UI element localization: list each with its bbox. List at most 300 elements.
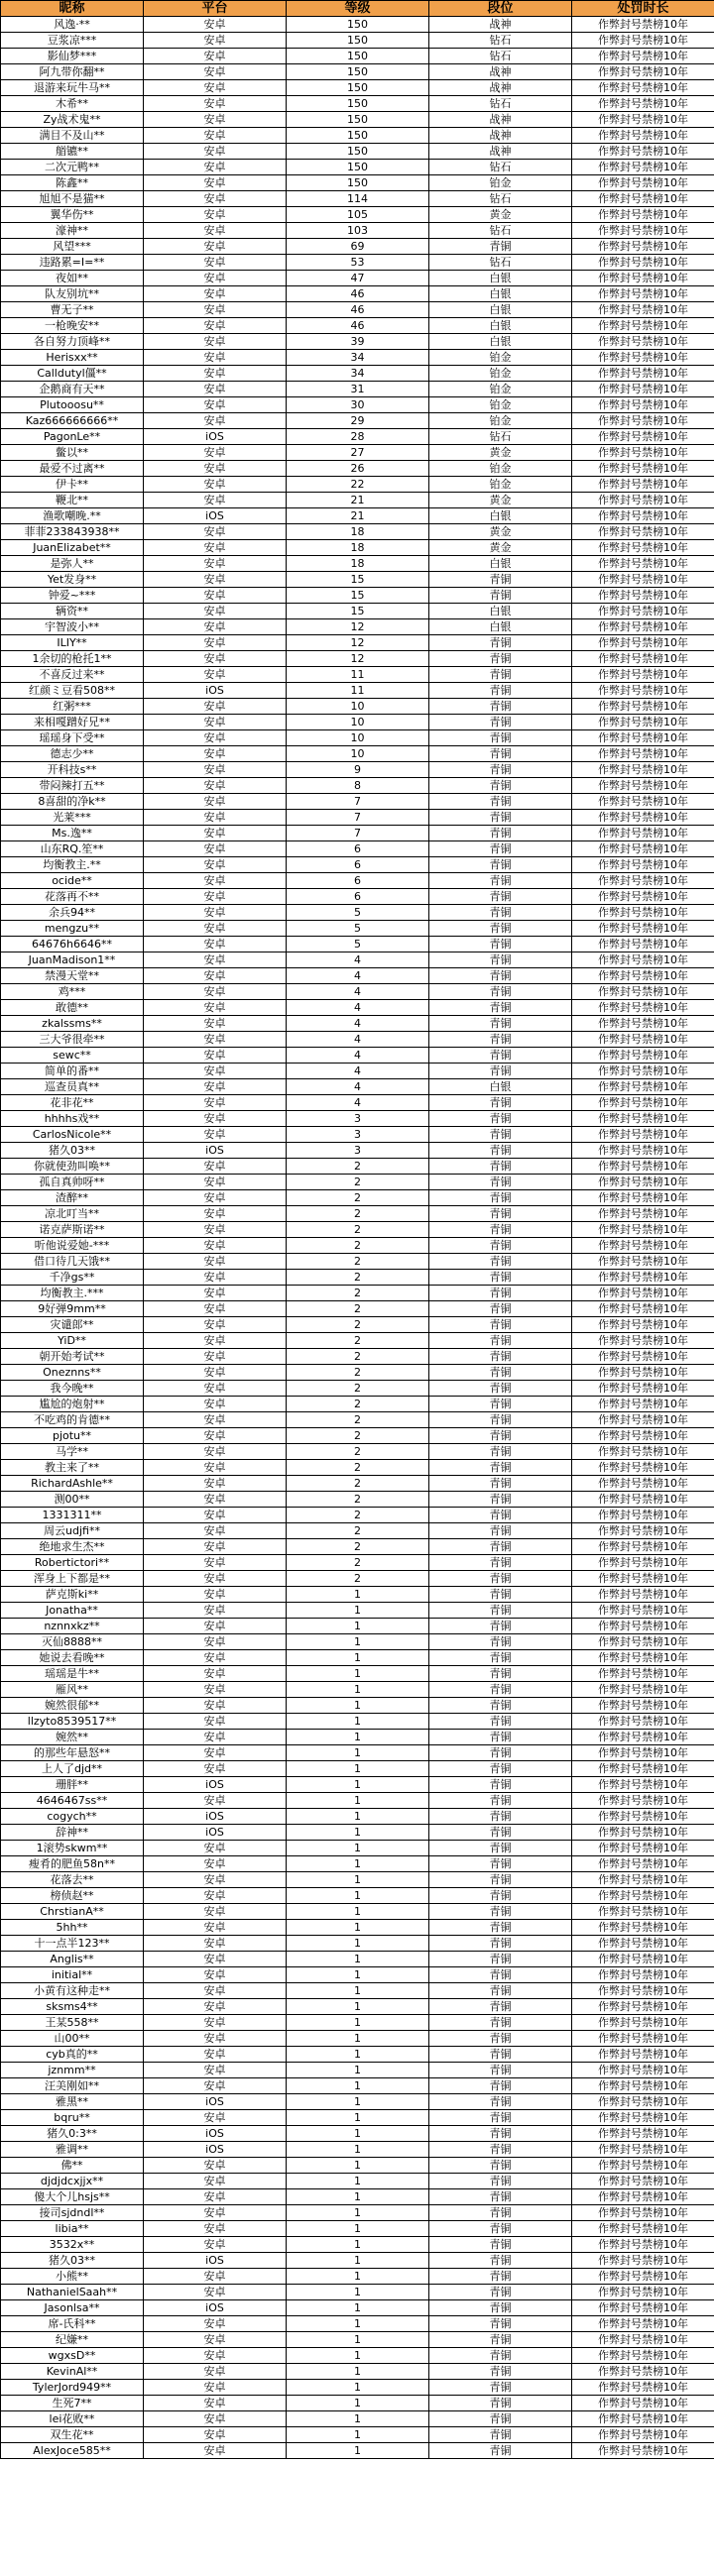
cell-penalty: 作弊封号禁榜10年	[572, 1301, 714, 1317]
cell-penalty: 作弊封号禁榜10年	[572, 1983, 714, 1999]
cell-platform: 安卓	[144, 1571, 287, 1587]
table-row	[1, 826, 714, 841]
cell-rank: 青铜	[429, 937, 572, 952]
cell-nickname: 傻大个儿hsjs**	[1, 2189, 144, 2205]
cell-platform: 安卓	[144, 1650, 287, 1666]
cell-rank: 青铜	[429, 2015, 572, 2031]
cell-level: 1	[287, 1666, 429, 1682]
cell-nickname: 她说去看晚**	[1, 1650, 144, 1666]
table-row	[1, 794, 714, 810]
cell-level: 1	[287, 1777, 429, 1793]
cell-penalty: 作弊封号禁榜10年	[572, 1365, 714, 1381]
table-row	[1, 2126, 714, 2142]
cell-penalty: 作弊封号禁榜10年	[572, 1666, 714, 1682]
table-row	[1, 1793, 714, 1809]
cell-nickname: 汪美刚如**	[1, 2078, 144, 2094]
cell-platform: 安卓	[144, 2427, 287, 2443]
table-row	[1, 160, 714, 175]
cell-level: 11	[287, 683, 429, 699]
cell-rank: 青铜	[429, 572, 572, 588]
cell-level: 69	[287, 239, 429, 255]
cell-nickname: RichardAshle**	[1, 1476, 144, 1492]
cell-penalty: 作弊封号禁榜10年	[572, 1587, 714, 1603]
cell-nickname: 绝地求生杰**	[1, 1539, 144, 1555]
cell-rank: 青铜	[429, 952, 572, 968]
cell-rank: 青铜	[429, 1571, 572, 1587]
cell-platform: 安卓	[144, 635, 287, 651]
cell-nickname: Calldutyl僵**	[1, 366, 144, 382]
cell-platform: 安卓	[144, 160, 287, 175]
cell-platform: 安卓	[144, 2221, 287, 2237]
table-row	[1, 1095, 714, 1111]
cell-penalty: 作弊封号禁榜10年	[572, 1444, 714, 1460]
cell-level: 2	[287, 1539, 429, 1555]
table-body	[1, 17, 714, 2459]
cell-level: 1	[287, 2316, 429, 2332]
cell-level: 1	[287, 2411, 429, 2427]
cell-rank: 青铜	[429, 2300, 572, 2316]
cell-nickname: 各自努力顶峰**	[1, 334, 144, 350]
cell-rank: 黄金	[429, 445, 572, 461]
cell-platform: 安卓	[144, 1714, 287, 1730]
cell-penalty: 作弊封号禁榜10年	[572, 635, 714, 651]
table-row	[1, 2443, 714, 2459]
cell-level: 10	[287, 699, 429, 715]
cell-nickname: 纪嫌**	[1, 2332, 144, 2348]
cell-platform: 安卓	[144, 2205, 287, 2221]
cell-platform: 安卓	[144, 1539, 287, 1555]
cell-penalty: 作弊封号禁榜10年	[572, 286, 714, 302]
cell-level: 1	[287, 1761, 429, 1777]
cell-level: 1	[287, 1603, 429, 1619]
table-row	[1, 873, 714, 889]
cell-rank: 白银	[429, 302, 572, 318]
cell-rank: 青铜	[429, 1270, 572, 1286]
cell-platform: iOS	[144, 1809, 287, 1825]
cell-level: 1	[287, 1634, 429, 1650]
cell-platform: 安卓	[144, 1301, 287, 1317]
cell-level: 2	[287, 1555, 429, 1571]
cell-level: 1	[287, 1967, 429, 1983]
table-row	[1, 2174, 714, 2189]
cell-nickname: 不吃鸡的肯德**	[1, 1412, 144, 1428]
cell-platform: 安卓	[144, 1841, 287, 1856]
table-row	[1, 1349, 714, 1365]
cell-penalty: 作弊封号禁榜10年	[572, 318, 714, 334]
cell-penalty: 作弊封号禁榜10年	[572, 397, 714, 413]
table-row	[1, 667, 714, 683]
cell-level: 4	[287, 984, 429, 1000]
cell-penalty: 作弊封号禁榜10年	[572, 1571, 714, 1587]
table-row	[1, 1682, 714, 1698]
cell-level: 34	[287, 366, 429, 382]
cell-rank: 青铜	[429, 2205, 572, 2221]
table-row	[1, 2237, 714, 2253]
cell-penalty: 作弊封号禁榜10年	[572, 80, 714, 96]
cell-nickname: 满目不及山**	[1, 128, 144, 144]
cell-platform: 安卓	[144, 2174, 287, 2189]
cell-rank: 青铜	[429, 1619, 572, 1634]
table-row	[1, 445, 714, 461]
table-row	[1, 1967, 714, 1983]
cell-nickname: 风望***	[1, 239, 144, 255]
cell-rank: 青铜	[429, 1492, 572, 1508]
cell-nickname: 红颜ミ豆看508**	[1, 683, 144, 699]
table-row	[1, 841, 714, 857]
table-row	[1, 1539, 714, 1555]
cell-rank: 青铜	[429, 841, 572, 857]
cell-level: 1	[287, 2300, 429, 2316]
table-row	[1, 2411, 714, 2427]
cell-level: 2	[287, 1159, 429, 1175]
cell-platform: 安卓	[144, 2269, 287, 2285]
cell-penalty: 作弊封号禁榜10年	[572, 1872, 714, 1888]
cell-platform: 安卓	[144, 1476, 287, 1492]
cell-penalty: 作弊封号禁榜10年	[572, 1856, 714, 1872]
cell-penalty: 作弊封号禁榜10年	[572, 429, 714, 445]
cell-nickname: 王某558**	[1, 2015, 144, 2031]
cell-penalty: 作弊封号禁榜10年	[572, 1000, 714, 1016]
cell-rank: 青铜	[429, 2443, 572, 2459]
cell-platform: 安卓	[144, 461, 287, 477]
table-row	[1, 937, 714, 952]
cell-penalty: 作弊封号禁榜10年	[572, 2221, 714, 2237]
cell-penalty: 作弊封号禁榜10年	[572, 1967, 714, 1983]
cell-platform: 安卓	[144, 1286, 287, 1301]
cell-rank: 青铜	[429, 1904, 572, 1920]
cell-level: 2	[287, 1190, 429, 1206]
cell-platform: 安卓	[144, 1634, 287, 1650]
cell-platform: iOS	[144, 508, 287, 524]
cell-rank: 青铜	[429, 1761, 572, 1777]
cell-level: 6	[287, 889, 429, 905]
table-row	[1, 2364, 714, 2380]
table-row	[1, 144, 714, 160]
cell-rank: 青铜	[429, 1714, 572, 1730]
table-row	[1, 493, 714, 508]
table-row	[1, 1238, 714, 1254]
cell-rank: 战神	[429, 64, 572, 80]
table-row	[1, 1143, 714, 1159]
cell-level: 150	[287, 96, 429, 112]
table-row	[1, 1555, 714, 1571]
cell-level: 1	[287, 2126, 429, 2142]
cell-penalty: 作弊封号禁榜10年	[572, 1825, 714, 1841]
cell-rank: 青铜	[429, 1841, 572, 1856]
cell-penalty: 作弊封号禁榜10年	[572, 112, 714, 128]
table-row	[1, 2380, 714, 2396]
cell-rank: 青铜	[429, 2427, 572, 2443]
table-row	[1, 1587, 714, 1603]
table-row	[1, 80, 714, 96]
table-row	[1, 1476, 714, 1492]
cell-level: 4	[287, 1079, 429, 1095]
table-row	[1, 508, 714, 524]
cell-penalty: 作弊封号禁榜10年	[572, 2094, 714, 2110]
cell-rank: 青铜	[429, 1777, 572, 1793]
cell-penalty: 作弊封号禁榜10年	[572, 1016, 714, 1032]
cell-rank: 钻石	[429, 33, 572, 49]
cell-platform: 安卓	[144, 64, 287, 80]
cell-penalty: 作弊封号禁榜10年	[572, 302, 714, 318]
cell-rank: 钻石	[429, 160, 572, 175]
cell-penalty: 作弊封号禁榜10年	[572, 1603, 714, 1619]
cell-level: 103	[287, 223, 429, 239]
cell-platform: 安卓	[144, 1856, 287, 1872]
cell-penalty: 作弊封号禁榜10年	[572, 461, 714, 477]
table-row	[1, 429, 714, 445]
cell-nickname: 一枪晚安**	[1, 318, 144, 334]
cell-nickname: 1331311**	[1, 1508, 144, 1523]
cell-nickname: Kaz666666666**	[1, 413, 144, 429]
cell-nickname: 钟爱~***	[1, 588, 144, 604]
cell-rank: 青铜	[429, 1603, 572, 1619]
cell-penalty: 作弊封号禁榜10年	[572, 651, 714, 667]
cell-level: 150	[287, 64, 429, 80]
cell-nickname: 猪久03**	[1, 2253, 144, 2269]
cell-rank: 青铜	[429, 1190, 572, 1206]
cell-platform: 安卓	[144, 1745, 287, 1761]
table-row	[1, 2332, 714, 2348]
cell-nickname: 红粥***	[1, 699, 144, 715]
cell-penalty: 作弊封号禁榜10年	[572, 33, 714, 49]
cell-penalty: 作弊封号禁榜10年	[572, 762, 714, 778]
cell-nickname: nznnxkz**	[1, 1619, 144, 1634]
cell-penalty: 作弊封号禁榜10年	[572, 2078, 714, 2094]
cell-nickname: 周云udjfi**	[1, 1523, 144, 1539]
cell-rank: 青铜	[429, 1397, 572, 1412]
cell-penalty: 作弊封号禁榜10年	[572, 2253, 714, 2269]
cell-nickname: 千净gs**	[1, 1270, 144, 1286]
cell-penalty: 作弊封号禁榜10年	[572, 746, 714, 762]
cell-rank: 黄金	[429, 540, 572, 556]
cell-platform: 安卓	[144, 413, 287, 429]
cell-rank: 青铜	[429, 2142, 572, 2158]
cell-rank: 青铜	[429, 1286, 572, 1301]
cell-penalty: 作弊封号禁榜10年	[572, 2174, 714, 2189]
cell-level: 1	[287, 2396, 429, 2411]
cell-level: 29	[287, 413, 429, 429]
cell-level: 1	[287, 2364, 429, 2380]
table-header	[1, 1, 714, 17]
cell-penalty: 作弊封号禁榜10年	[572, 2364, 714, 2380]
cell-rank: 青铜	[429, 239, 572, 255]
cell-penalty: 作弊封号禁榜10年	[572, 873, 714, 889]
table-row	[1, 1714, 714, 1730]
header-level: 等级	[287, 1, 429, 17]
cell-rank: 青铜	[429, 1476, 572, 1492]
cell-nickname: 朝开始考试**	[1, 1349, 144, 1365]
cell-level: 2	[287, 1254, 429, 1270]
cell-level: 1	[287, 1587, 429, 1603]
cell-level: 28	[287, 429, 429, 445]
cell-nickname: 雅调**	[1, 2142, 144, 2158]
cell-platform: iOS	[144, 2142, 287, 2158]
cell-level: 2	[287, 1492, 429, 1508]
cell-nickname: 渣醉**	[1, 1190, 144, 1206]
table-row	[1, 1064, 714, 1079]
cell-platform: 安卓	[144, 699, 287, 715]
cell-nickname: 1余切的枪托1**	[1, 651, 144, 667]
cell-penalty: 作弊封号禁榜10年	[572, 778, 714, 794]
cell-penalty: 作弊封号禁榜10年	[572, 1904, 714, 1920]
cell-nickname: lei花败**	[1, 2411, 144, 2427]
cell-level: 1	[287, 2332, 429, 2348]
cell-level: 18	[287, 556, 429, 572]
cell-rank: 青铜	[429, 1127, 572, 1143]
table-row	[1, 1872, 714, 1888]
table-row	[1, 2142, 714, 2158]
table-row	[1, 889, 714, 905]
cell-nickname: Oneznns**	[1, 1365, 144, 1381]
cell-level: 15	[287, 572, 429, 588]
cell-platform: 安卓	[144, 2348, 287, 2364]
cell-platform: 安卓	[144, 49, 287, 64]
cell-nickname: 均衡教主.***	[1, 1286, 144, 1301]
cell-penalty: 作弊封号禁榜10年	[572, 2205, 714, 2221]
cell-platform: 安卓	[144, 1333, 287, 1349]
cell-nickname: wgxsD**	[1, 2348, 144, 2364]
cell-rank: 青铜	[429, 1682, 572, 1698]
cell-platform: 安卓	[144, 1365, 287, 1381]
cell-platform: 安卓	[144, 794, 287, 810]
cell-rank: 青铜	[429, 1365, 572, 1381]
cell-penalty: 作弊封号禁榜10年	[572, 588, 714, 604]
cell-platform: iOS	[144, 429, 287, 445]
cell-level: 2	[287, 1349, 429, 1365]
table-row	[1, 239, 714, 255]
cell-penalty: 作弊封号禁榜10年	[572, 2411, 714, 2427]
cell-penalty: 作弊封号禁榜10年	[572, 1698, 714, 1714]
cell-level: 1	[287, 2174, 429, 2189]
cell-rank: 青铜	[429, 1952, 572, 1967]
table-row	[1, 1666, 714, 1682]
cell-rank: 青铜	[429, 2189, 572, 2205]
cell-platform: 安卓	[144, 1936, 287, 1952]
cell-rank: 青铜	[429, 1698, 572, 1714]
cell-level: 2	[287, 1270, 429, 1286]
cell-penalty: 作弊封号禁榜10年	[572, 2237, 714, 2253]
cell-nickname: 山00**	[1, 2031, 144, 2047]
cell-nickname: JuanMadison1**	[1, 952, 144, 968]
cell-platform: 安卓	[144, 80, 287, 96]
cell-platform: 安卓	[144, 144, 287, 160]
table-row	[1, 1619, 714, 1634]
cell-rank: 白银	[429, 1079, 572, 1095]
cell-penalty: 作弊封号禁榜10年	[572, 1841, 714, 1856]
cell-rank: 战神	[429, 144, 572, 160]
cell-platform: 安卓	[144, 921, 287, 937]
cell-nickname: initial**	[1, 1967, 144, 1983]
cell-rank: 青铜	[429, 1333, 572, 1349]
cell-nickname: YiD**	[1, 1333, 144, 1349]
cell-nickname: 二次元鸭**	[1, 160, 144, 175]
cell-platform: 安卓	[144, 1888, 287, 1904]
cell-platform: 安卓	[144, 2316, 287, 2332]
cell-level: 46	[287, 302, 429, 318]
cell-platform: 安卓	[144, 2285, 287, 2300]
cell-rank: 铂金	[429, 397, 572, 413]
cell-rank: 青铜	[429, 889, 572, 905]
cell-rank: 青铜	[429, 826, 572, 841]
cell-nickname: 鸡***	[1, 984, 144, 1000]
cell-nickname: ocide**	[1, 873, 144, 889]
cell-level: 2	[287, 1238, 429, 1254]
cell-penalty: 作弊封号禁榜10年	[572, 1175, 714, 1190]
cell-nickname: bqru**	[1, 2110, 144, 2126]
cell-level: 3	[287, 1111, 429, 1127]
cell-nickname: Anglis**	[1, 1952, 144, 1967]
cell-platform: 安卓	[144, 2031, 287, 2047]
cell-platform: 安卓	[144, 1555, 287, 1571]
cell-nickname: Herisxx**	[1, 350, 144, 366]
cell-level: 4	[287, 1064, 429, 1079]
table-row	[1, 1381, 714, 1397]
cell-level: 1	[287, 1714, 429, 1730]
table-row	[1, 1270, 714, 1286]
cell-level: 47	[287, 271, 429, 286]
cell-platform: 安卓	[144, 1428, 287, 1444]
cell-platform: 安卓	[144, 540, 287, 556]
cell-platform: 安卓	[144, 33, 287, 49]
table-row	[1, 1286, 714, 1301]
cell-penalty: 作弊封号禁榜10年	[572, 1809, 714, 1825]
cell-level: 6	[287, 841, 429, 857]
cell-penalty: 作弊封号禁榜10年	[572, 175, 714, 191]
cell-platform: 安卓	[144, 651, 287, 667]
cell-nickname: 萨克斯ki**	[1, 1587, 144, 1603]
cell-penalty: 作弊封号禁榜10年	[572, 2110, 714, 2126]
cell-rank: 青铜	[429, 651, 572, 667]
cell-rank: 青铜	[429, 1143, 572, 1159]
cell-platform: 安卓	[144, 1587, 287, 1603]
cell-nickname: 不喜反过来**	[1, 667, 144, 683]
cell-rank: 青铜	[429, 1999, 572, 2015]
cell-platform: 安卓	[144, 1016, 287, 1032]
cell-nickname: 鞭北**	[1, 493, 144, 508]
cell-nickname: ChrstianA**	[1, 1904, 144, 1920]
cell-level: 2	[287, 1286, 429, 1301]
cell-platform: 安卓	[144, 1523, 287, 1539]
cell-penalty: 作弊封号禁榜10年	[572, 715, 714, 730]
cell-rank: 青铜	[429, 730, 572, 746]
cell-rank: 青铜	[429, 1666, 572, 1682]
cell-rank: 青铜	[429, 2285, 572, 2300]
table-row	[1, 572, 714, 588]
cell-nickname: 旭旭不是猫**	[1, 191, 144, 207]
cell-rank: 青铜	[429, 2364, 572, 2380]
cell-penalty: 作弊封号禁榜10年	[572, 699, 714, 715]
cell-penalty: 作弊封号禁榜10年	[572, 1523, 714, 1539]
cell-platform: iOS	[144, 2253, 287, 2269]
table-row	[1, 1317, 714, 1333]
cell-penalty: 作弊封号禁榜10年	[572, 2269, 714, 2285]
cell-platform: 安卓	[144, 1872, 287, 1888]
cell-penalty: 作弊封号禁榜10年	[572, 17, 714, 33]
cell-penalty: 作弊封号禁榜10年	[572, 1682, 714, 1698]
cell-rank: 青铜	[429, 2332, 572, 2348]
cell-rank: 青铜	[429, 1222, 572, 1238]
cell-platform: 安卓	[144, 2443, 287, 2459]
cell-penalty: 作弊封号禁榜10年	[572, 2316, 714, 2332]
table-row	[1, 2205, 714, 2221]
table-row	[1, 318, 714, 334]
cell-nickname: 借口待几天饿**	[1, 1254, 144, 1270]
cell-penalty: 作弊封号禁榜10年	[572, 2443, 714, 2459]
cell-platform: 安卓	[144, 1206, 287, 1222]
cell-rank: 战神	[429, 112, 572, 128]
cell-penalty: 作弊封号禁榜10年	[572, 1619, 714, 1634]
